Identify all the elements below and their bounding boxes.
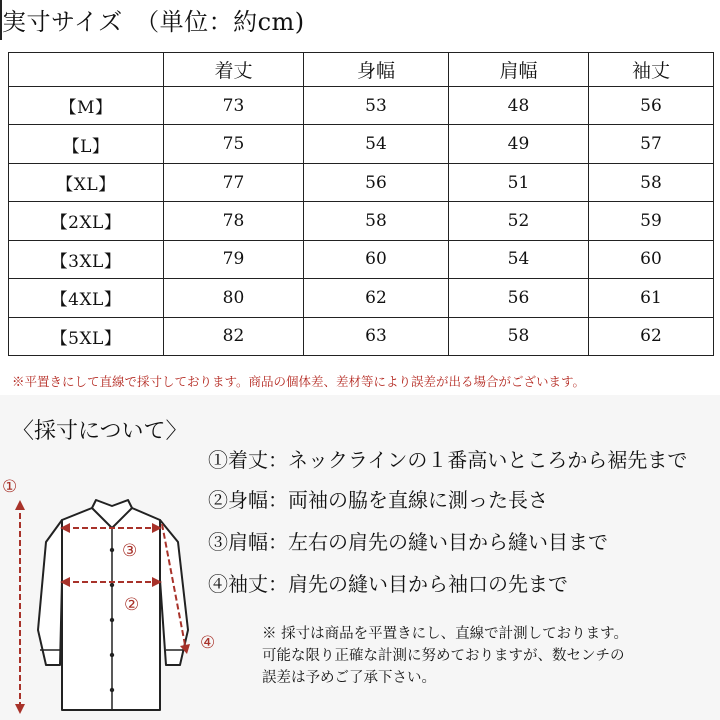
table-header-row xyxy=(9,53,714,87)
table-cell: 80 xyxy=(164,279,304,317)
table-cell: 56 xyxy=(449,279,589,317)
table-row xyxy=(9,279,714,317)
table-cell: 58 xyxy=(304,202,449,240)
table-row xyxy=(9,87,714,125)
table-cell: 59 xyxy=(589,202,714,240)
table-cell: 58 xyxy=(589,163,714,201)
size-label: 【5XL】 xyxy=(9,317,164,355)
fine-print-line: 誤差は予めご了承下さい。 xyxy=(262,670,436,686)
measure-line-sleeve: ④袖丈：肩先の縫い目から袖口の先まで xyxy=(208,572,568,596)
table-cell: 62 xyxy=(589,317,714,355)
measure-line-shoulder: ③肩幅：左右の肩先の縫い目から縫い目まで xyxy=(208,530,608,554)
table-cell: 53 xyxy=(304,87,449,125)
table-cell: 60 xyxy=(589,240,714,278)
size-label: 【2XL】 xyxy=(9,202,164,240)
table-cell: 62 xyxy=(304,279,449,317)
table-row xyxy=(9,125,714,163)
table-header-length: 着丈 xyxy=(164,53,304,87)
table-row xyxy=(9,163,714,201)
table-cell: 82 xyxy=(164,317,304,355)
shirt-diagram xyxy=(0,460,230,720)
table-cell: 48 xyxy=(449,87,589,125)
table-cell: 61 xyxy=(589,279,714,317)
table-header-sleeve: 袖丈 xyxy=(589,53,714,87)
table-cell: 79 xyxy=(164,240,304,278)
size-label: 【XL】 xyxy=(9,163,164,201)
table-cell: 57 xyxy=(589,125,714,163)
marker-2: ② xyxy=(124,595,140,615)
size-label: 【L】 xyxy=(9,125,164,163)
table-header-shoulder: 肩幅 xyxy=(449,53,589,87)
table-cell: 73 xyxy=(164,87,304,125)
size-label: 【3XL】 xyxy=(9,240,164,278)
table-row xyxy=(9,317,714,355)
table-header-corner xyxy=(9,53,164,87)
table-row xyxy=(9,240,714,278)
table-cell: 54 xyxy=(304,125,449,163)
left-sleeve-shape xyxy=(38,520,62,665)
size-label: 【M】 xyxy=(9,87,164,125)
table-cell: 52 xyxy=(449,202,589,240)
fine-print-line: 可能な限り正確な計測に努めておりますが、数センチの xyxy=(262,648,625,664)
measure-line-length: ①着丈：ネックラインの１番高いところから裾先まで xyxy=(208,448,688,472)
marker-4: ④ xyxy=(200,633,216,653)
table-cell: 75 xyxy=(164,125,304,163)
table-cell: 51 xyxy=(449,163,589,201)
measure-line-width: ②身幅：両袖の脇を直線に測った長さ xyxy=(208,488,548,512)
fine-print-line: ※ 採寸は商品を平置きにし、直線で計測しております。 xyxy=(262,626,628,642)
table-cell: 78 xyxy=(164,202,304,240)
marker-1: ① xyxy=(2,477,18,497)
table-cell: 54 xyxy=(449,240,589,278)
table-cell: 56 xyxy=(589,87,714,125)
section-title: 〈採寸について〉 xyxy=(12,419,188,444)
table-cell: 56 xyxy=(304,163,449,201)
disclaimer-note: ※平置きにして直線で採寸しております。商品の個体差、差材等により誤差が出る場合がございます。 xyxy=(12,374,586,389)
table-cell: 60 xyxy=(304,240,449,278)
marker-3: ③ xyxy=(122,541,138,561)
table-cell: 63 xyxy=(304,317,449,355)
shirt-body-shape xyxy=(62,508,160,710)
table-cell: 49 xyxy=(449,125,589,163)
table-cell: 77 xyxy=(164,163,304,201)
page-title: 実寸サイズ （単位：約cm) xyxy=(2,8,305,36)
table-header-width: 身幅 xyxy=(304,53,449,87)
size-table xyxy=(8,52,714,356)
size-label: 【4XL】 xyxy=(9,279,164,317)
table-cell: 58 xyxy=(449,317,589,355)
table-row xyxy=(9,202,714,240)
